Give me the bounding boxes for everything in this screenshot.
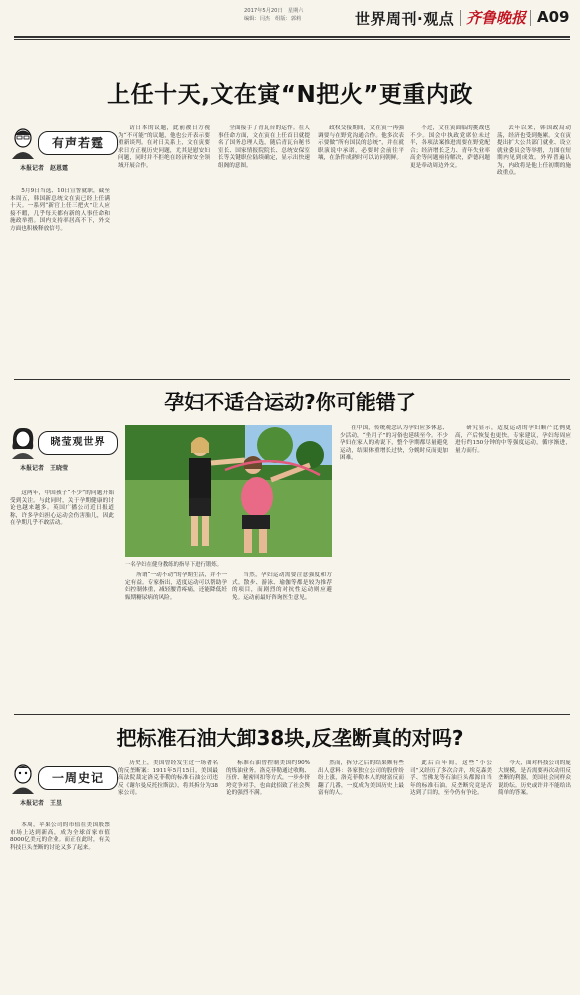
headline-3: 把标准石油大卸38块,反垄断真的对吗? bbox=[116, 726, 464, 750]
article-column bbox=[10, 822, 110, 988]
article-column bbox=[318, 760, 404, 988]
columnist-portrait bbox=[8, 760, 38, 794]
paragraph: 去年以来，韩国政局动荡，经济也受到拖累。文在寅提出扩大公共部门就业、设立就业委员会等举措，力图在短期内见到成效。外界普遍认为，内政将是他上任初期的施政重点。 bbox=[497, 125, 571, 176]
date-info bbox=[244, 8, 354, 23]
article-column bbox=[318, 125, 404, 378]
date-line: 2017年5月20日 星期六 bbox=[244, 8, 304, 14]
paragraph: 标准石油曾控制美国约90%的炼油业务。洛克菲勒通过收购、压价、秘密回扣等方式，一步步挤垮竞争对手，也由此招致了社会舆论的强烈不满。 bbox=[226, 760, 310, 796]
header-rule-thin bbox=[14, 39, 570, 40]
paragraph: 所谓“一动不动”的孕期生活，并不一定有益。专家指出，适度运动可以帮助孕妇控制体重，减轻腰背疼痛，还能降低妊娠期糖尿病的风险。 bbox=[125, 572, 227, 601]
section-title: 世界周刊·观点 bbox=[355, 10, 455, 28]
paragraph: 然而，拆分之后的结果颇有些出人意料：各家独立公司的股价纷纷上涨，洛克菲勒本人的财富反而翻了几番，一度成为美国历史上最富有的人。 bbox=[318, 760, 404, 796]
paragraph: 研究显示，适度运动的孕妇顺产比例更高，产后恢复也更快。专家建议，孕妇每周应进行约150分钟的中等强度运动，循序渐进，量力而行。 bbox=[455, 425, 571, 454]
newspaper-logo: 齐鲁晚报 bbox=[466, 9, 527, 27]
paragraph: 全面接手了青瓦台的运作。在人事任命方面，文在寅在上任首日就提名了国务总理人选，随后青瓦台秘书室长、国家情报院院长、总统安保室长等关键职位陆续确定，显示出快速组阁的意图。 bbox=[218, 125, 310, 169]
paragraph: 此后百年间，这些“小公司”又经历了多次合并，埃克森美孚、雪佛龙等石油巨头都源自当年的标准石油。反垄断究竟是否达到了目的，至今仍有争论。 bbox=[410, 760, 492, 796]
article-photo bbox=[125, 425, 332, 557]
byline: 本报记者 王晓莹 bbox=[20, 465, 69, 472]
paragraph: 在中国，传统观念认为孕妇应多休息、少活动，“坐月子”的习俗也延续至今。不少孕妇在家人的劝说下，整个孕期都尽量避免运动，结果体重增长过快，分娩时反而更加困难。 bbox=[340, 425, 448, 461]
paragraph: 当然，孕妇运动需要注意强度和方式。散步、游泳、瑜伽等都是较为推荐的项目，而剧烈的对抗性运动则应避免。运动前最好咨询医生意见。 bbox=[232, 572, 332, 601]
page-number: A09 bbox=[537, 8, 570, 26]
paragraph: 历史上，美国曾经发生过一场著名的反垄断案：1911年5月15日，美国最高法院裁定洛克菲勒的标准石油公司违反《谢尔曼反托拉斯法》，将其拆分为38家公司。 bbox=[118, 760, 218, 796]
section-rule bbox=[14, 714, 570, 715]
article-column bbox=[118, 760, 218, 988]
article-column bbox=[340, 425, 448, 712]
photo-caption: 一名孕妇在健身教练的指导下进行锻炼。 bbox=[125, 562, 223, 568]
article-column bbox=[10, 490, 114, 712]
header-rule bbox=[14, 36, 570, 38]
page-header bbox=[0, 0, 580, 38]
article-column bbox=[232, 572, 332, 712]
byline: 本报记者 赵恩霆 bbox=[20, 165, 69, 172]
article-column bbox=[410, 760, 492, 988]
column-name: 一周史记 bbox=[38, 766, 118, 790]
article-column bbox=[10, 188, 110, 378]
divider bbox=[460, 10, 461, 26]
article-column bbox=[226, 760, 310, 988]
article-column bbox=[497, 125, 571, 378]
headline-1: 上任十天,文在寅“N把火”更重内政 bbox=[107, 82, 473, 108]
column-name: 晓莹观世界 bbox=[38, 431, 118, 455]
paragraph: 5月9日当选、10日宣誓就职，截至本周五，韩国新总统文在寅已经上任满十天。一系列“新官上任三把火”让人应接不暇，几乎每天都有新的人事任命和施政举措。国内支持率居高不下，外交方面也积极释放信号。 bbox=[10, 188, 110, 232]
paragraph: 这两年，中国孩子“不少”的问题开始受到关注。与此同时，关于孕期健康的讨论也越来越多。英国广播公司近日报道称，许多孕妇担心运动会伤害胎儿，因此在孕期几乎不敢活动。 bbox=[10, 490, 114, 526]
editor-line: 编辑：闫杰 组版：郭莉 bbox=[244, 15, 302, 22]
article-column bbox=[125, 572, 227, 712]
paragraph: 政权交接期间，文在寅一再强调要与在野党沟通合作。他多次表示要做“所有国民的总统”，并在就职演说中承诺，必要时会前往平壤，在条件成熟时可以访问朝鲜。 bbox=[318, 125, 404, 161]
divider bbox=[530, 10, 531, 26]
article-column bbox=[218, 125, 310, 378]
byline: 本报记者 王昱 bbox=[20, 800, 63, 807]
article-column bbox=[410, 125, 490, 378]
headline-2: 孕妇不适合运动?你可能错了 bbox=[164, 390, 416, 414]
paragraph: 不过，文在寅面临的挑战也不少。国会中执政党席位未过半，各项法案推进需要在野党配合；经济增长乏力、青年失业率高企等问题亟待解决，萨德问题更是牵动周边外交。 bbox=[410, 125, 490, 169]
article-column bbox=[118, 125, 210, 378]
article-column bbox=[498, 760, 571, 988]
columnist-portrait bbox=[8, 425, 38, 459]
section-rule bbox=[14, 379, 570, 380]
article-column bbox=[455, 425, 571, 712]
columnist-portrait bbox=[8, 125, 38, 159]
paragraph: 访日本的议题，此前被日方视为“不可能”的议题，他也公开表示要重新谈判。在对日关系上，文在寅要求日方正视历史问题，尤其是慰安妇问题，同时并不拒绝在经济和安全领域开展合作。 bbox=[118, 125, 210, 169]
column-name: 有声若霆 bbox=[38, 131, 118, 155]
paragraph: 本周，苹果公司的市值在美国股票市场上达到新高，成为全球首家市值8000亿美元的企业。而正在此时，有关科技巨头垄断的讨论又多了起来。 bbox=[10, 822, 110, 851]
paragraph: 今天，面对科技公司的庞大规模，是否需要再次动用反垄断的利器，美国社会同样众说纷纭。历史或许并不能给出简单的答案。 bbox=[498, 760, 571, 796]
